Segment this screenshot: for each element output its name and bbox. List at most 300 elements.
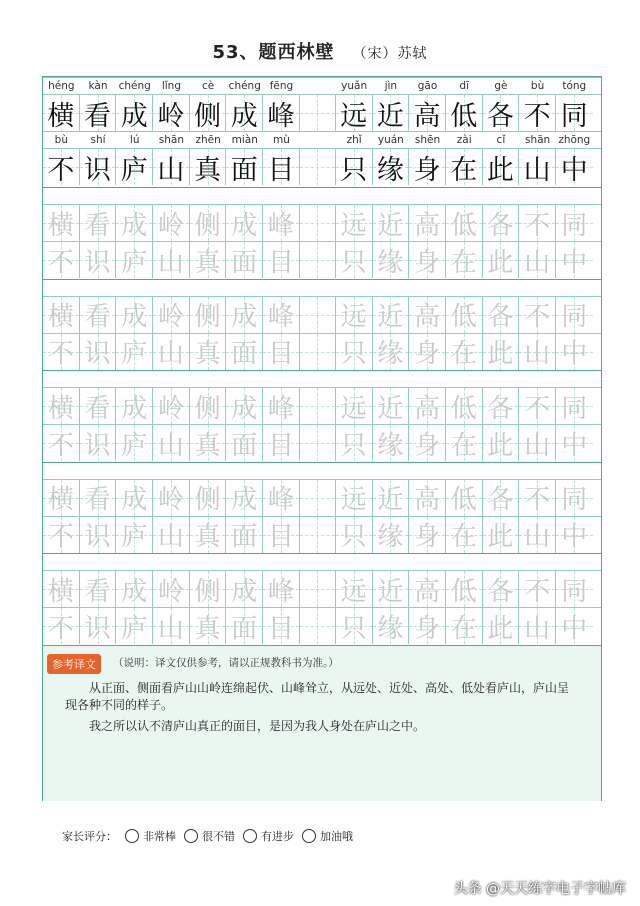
char-cell[interactable]	[446, 149, 483, 185]
hanzi: 身	[414, 522, 441, 553]
hanzi: 同	[561, 393, 588, 424]
hanzi: 看	[84, 210, 111, 241]
hanzi: 山	[157, 154, 185, 186]
char-cell[interactable]	[336, 297, 373, 333]
gap-cell	[300, 242, 336, 278]
hanzi: 面	[231, 430, 258, 461]
hanzi: 侧	[194, 393, 221, 424]
char-cell[interactable]	[446, 480, 483, 516]
trace-row	[43, 424, 601, 461]
radio-icon[interactable]	[125, 829, 139, 843]
char-cell[interactable]	[263, 205, 300, 241]
char-cell[interactable]	[190, 571, 227, 607]
char-cell[interactable]	[226, 205, 263, 241]
hanzi: 峰	[267, 302, 294, 333]
hanzi: 侧	[194, 576, 221, 607]
hanzi: 在	[450, 247, 477, 278]
rating-option-1[interactable]: 非常棒	[125, 828, 176, 844]
char-cell[interactable]	[336, 608, 373, 644]
char-cell[interactable]	[43, 608, 80, 644]
char-cell[interactable]	[263, 517, 300, 553]
char-cell[interactable]	[80, 517, 117, 553]
char-cell[interactable]	[409, 608, 446, 644]
char-cell[interactable]	[153, 388, 190, 424]
radio-icon[interactable]	[243, 829, 257, 843]
char-cell[interactable]	[483, 297, 520, 333]
hanzi: 在	[450, 430, 477, 461]
char-row-2	[43, 149, 601, 185]
hanzi: 远	[340, 393, 367, 424]
char-cell[interactable]	[80, 608, 117, 644]
trace-row	[43, 571, 601, 607]
char-cell[interactable]	[483, 388, 520, 424]
char-cell[interactable]	[80, 95, 117, 131]
char-cell[interactable]	[483, 517, 520, 553]
hanzi: 成	[231, 485, 258, 516]
hanzi: 岭	[157, 302, 184, 333]
char-cell[interactable]	[409, 95, 446, 131]
char-cell[interactable]	[43, 334, 80, 370]
char-cell[interactable]	[43, 242, 80, 278]
char-cell[interactable]	[116, 388, 153, 424]
gap-cell	[300, 297, 336, 333]
hanzi: 侧	[194, 100, 222, 132]
hanzi: 不	[47, 339, 74, 370]
pinyin: zhǐ	[346, 134, 362, 146]
hanzi: 不	[523, 100, 551, 132]
char-cell[interactable]	[80, 388, 117, 424]
char-cell[interactable]	[336, 517, 373, 553]
char-cell[interactable]	[446, 571, 483, 607]
hanzi: 各	[487, 393, 514, 424]
char-cell[interactable]	[409, 334, 446, 370]
char-cell[interactable]	[43, 425, 80, 461]
hanzi: 侧	[194, 485, 221, 516]
rating-option-2[interactable]: 很不错	[184, 828, 235, 844]
char-cell[interactable]	[519, 205, 556, 241]
pinyin: yuǎn	[341, 80, 368, 92]
hanzi: 高	[413, 100, 441, 132]
pinyin: shēn	[414, 134, 441, 146]
hanzi: 只	[340, 522, 367, 553]
char-cell[interactable]	[116, 480, 153, 516]
hanzi: 高	[414, 210, 441, 241]
char-cell[interactable]	[80, 242, 117, 278]
char-cell[interactable]	[190, 388, 227, 424]
char-cell[interactable]	[116, 205, 153, 241]
char-cell[interactable]	[116, 149, 153, 185]
pinyin: zhēn	[195, 134, 221, 146]
char-cell[interactable]	[190, 297, 227, 333]
char-cell[interactable]	[373, 95, 410, 131]
hanzi: 同	[561, 485, 588, 516]
char-cell[interactable]	[483, 205, 520, 241]
char-cell[interactable]	[153, 242, 190, 278]
pinyin: zài	[456, 134, 472, 146]
hanzi: 面	[231, 339, 258, 370]
hanzi: 识	[84, 522, 111, 553]
char-cell[interactable]	[226, 388, 263, 424]
char-cell[interactable]	[336, 95, 373, 131]
char-cell[interactable]	[190, 242, 227, 278]
hanzi: 低	[450, 210, 477, 241]
char-cell[interactable]	[483, 571, 520, 607]
hanzi: 远	[340, 576, 367, 607]
trace-row	[43, 388, 601, 424]
char-cell[interactable]	[190, 517, 227, 553]
hanzi: 峰	[267, 393, 294, 424]
char-cell[interactable]	[43, 571, 80, 607]
char-cell[interactable]	[446, 334, 483, 370]
title-number: 53、	[212, 42, 259, 63]
char-cell[interactable]	[519, 334, 556, 370]
hanzi: 不	[524, 576, 551, 607]
hanzi: 山	[157, 430, 184, 461]
char-cell[interactable]	[226, 517, 263, 553]
char-cell[interactable]	[80, 480, 117, 516]
char-cell[interactable]	[263, 297, 300, 333]
char-cell[interactable]	[80, 571, 117, 607]
char-cell[interactable]	[263, 480, 300, 516]
char-cell[interactable]	[263, 242, 300, 278]
char-cell[interactable]	[519, 388, 556, 424]
radio-icon[interactable]	[184, 829, 198, 843]
char-cell[interactable]	[190, 608, 227, 644]
hanzi: 各	[487, 302, 514, 333]
char-cell[interactable]	[409, 425, 446, 461]
char-cell[interactable]	[80, 334, 117, 370]
char-cell[interactable]	[483, 608, 520, 644]
char-cell[interactable]	[483, 242, 520, 278]
char-cell[interactable]	[80, 297, 117, 333]
hanzi: 看	[84, 393, 111, 424]
char-cell[interactable]	[263, 425, 300, 461]
char-cell[interactable]	[116, 242, 153, 278]
char-cell[interactable]	[226, 480, 263, 516]
char-cell[interactable]	[483, 95, 520, 131]
char-cell[interactable]	[226, 571, 263, 607]
trace-row	[43, 241, 601, 278]
gap-cell	[300, 149, 336, 185]
hanzi: 看	[84, 100, 112, 132]
char-cell[interactable]	[483, 334, 520, 370]
hanzi: 身	[413, 154, 441, 186]
char-cell[interactable]	[153, 480, 190, 516]
hanzi: 成	[230, 100, 258, 132]
hanzi: 庐	[121, 613, 148, 644]
hanzi: 不	[47, 522, 74, 553]
char-cell[interactable]	[409, 205, 446, 241]
char-cell[interactable]	[336, 425, 373, 461]
trace-row	[43, 333, 601, 370]
char-cell[interactable]	[483, 480, 520, 516]
hanzi: 此	[486, 154, 514, 186]
char-cell[interactable]	[263, 334, 300, 370]
hanzi: 各	[487, 485, 514, 516]
char-cell[interactable]	[190, 95, 227, 131]
char-cell[interactable]	[556, 480, 593, 516]
pinyin-gap	[300, 132, 336, 148]
hanzi: 高	[414, 393, 441, 424]
char-cell[interactable]	[190, 205, 227, 241]
translation-panel	[43, 645, 601, 801]
char-cell[interactable]	[409, 480, 446, 516]
char-cell[interactable]	[446, 517, 483, 553]
char-cell[interactable]	[190, 480, 227, 516]
char-row-1	[43, 95, 601, 131]
hanzi: 同	[561, 302, 588, 333]
char-cell[interactable]	[153, 297, 190, 333]
char-cell[interactable]	[373, 205, 410, 241]
char-cell[interactable]	[556, 242, 593, 278]
hanzi: 只	[340, 430, 367, 461]
hanzi: 此	[487, 613, 514, 644]
translation-note: （说明：译文仅供参考，请以正规教科书为准。）	[113, 657, 339, 669]
char-cell[interactable]	[263, 571, 300, 607]
char-cell[interactable]	[116, 571, 153, 607]
char-cell[interactable]	[263, 95, 300, 131]
pinyin: héng	[48, 80, 75, 92]
char-cell[interactable]	[226, 297, 263, 333]
char-cell[interactable]	[373, 571, 410, 607]
char-cell[interactable]	[409, 149, 446, 185]
char-cell[interactable]	[556, 297, 593, 333]
char-cell[interactable]	[153, 517, 190, 553]
char-cell[interactable]	[153, 334, 190, 370]
char-cell[interactable]	[153, 205, 190, 241]
char-cell[interactable]	[263, 608, 300, 644]
hanzi: 庐	[121, 522, 148, 553]
char-cell[interactable]	[446, 608, 483, 644]
hanzi: 侧	[194, 210, 221, 241]
char-cell[interactable]	[43, 517, 80, 553]
char-cell[interactable]	[519, 608, 556, 644]
char-cell[interactable]	[409, 242, 446, 278]
hanzi: 同	[561, 576, 588, 607]
char-cell[interactable]	[226, 425, 263, 461]
char-cell[interactable]	[483, 149, 520, 185]
char-cell[interactable]	[116, 608, 153, 644]
hanzi: 缘	[376, 154, 404, 186]
char-cell[interactable]	[409, 517, 446, 553]
hanzi: 不	[524, 302, 551, 333]
char-cell[interactable]	[556, 205, 593, 241]
char-cell[interactable]	[226, 95, 263, 131]
practice-sheet	[42, 76, 602, 801]
hanzi: 面	[231, 247, 258, 278]
char-cell[interactable]	[556, 608, 593, 644]
char-cell[interactable]	[446, 297, 483, 333]
hanzi: 侧	[194, 302, 221, 333]
pinyin: fēng	[269, 80, 294, 92]
poem-author: （宋）苏轼	[352, 46, 428, 62]
hanzi: 近	[377, 576, 404, 607]
char-cell[interactable]	[153, 95, 190, 131]
hanzi: 近	[376, 100, 404, 132]
char-cell[interactable]	[556, 388, 593, 424]
char-cell[interactable]	[446, 425, 483, 461]
hanzi: 在	[450, 339, 477, 370]
hanzi: 只	[340, 247, 367, 278]
hanzi: 庐	[121, 430, 148, 461]
char-cell[interactable]	[153, 571, 190, 607]
hanzi: 目	[267, 154, 295, 186]
hanzi: 横	[47, 210, 74, 241]
char-cell[interactable]	[373, 517, 410, 553]
char-cell[interactable]	[519, 480, 556, 516]
char-cell[interactable]	[446, 95, 483, 131]
hanzi: 面	[231, 613, 258, 644]
char-cell[interactable]	[519, 149, 556, 185]
gap-cell	[300, 205, 336, 241]
gap-cell	[300, 480, 336, 516]
pinyin: shān	[524, 134, 551, 146]
char-cell[interactable]	[190, 334, 227, 370]
char-cell[interactable]	[226, 334, 263, 370]
char-cell[interactable]	[153, 425, 190, 461]
char-cell[interactable]	[80, 205, 117, 241]
char-cell[interactable]	[519, 95, 556, 131]
char-cell[interactable]	[373, 480, 410, 516]
char-cell[interactable]	[373, 425, 410, 461]
char-cell[interactable]	[373, 149, 410, 185]
char-cell[interactable]	[226, 242, 263, 278]
hanzi: 山	[524, 613, 551, 644]
band-separator	[43, 553, 601, 571]
char-cell[interactable]	[226, 608, 263, 644]
char-cell[interactable]	[556, 517, 593, 553]
hanzi: 近	[377, 210, 404, 241]
char-cell[interactable]	[483, 425, 520, 461]
char-cell[interactable]	[519, 425, 556, 461]
hanzi: 远	[340, 210, 367, 241]
char-cell[interactable]	[80, 149, 117, 185]
char-cell[interactable]	[519, 571, 556, 607]
pinyin: zhōng	[558, 134, 591, 146]
char-cell[interactable]	[336, 388, 373, 424]
hanzi: 成	[231, 393, 258, 424]
char-cell[interactable]	[336, 334, 373, 370]
hanzi: 此	[487, 339, 514, 370]
hanzi: 识	[84, 613, 111, 644]
pinyin: tóng	[562, 80, 587, 92]
char-cell[interactable]	[116, 95, 153, 131]
char-cell[interactable]	[556, 425, 593, 461]
char-cell[interactable]	[153, 608, 190, 644]
char-cell[interactable]	[556, 334, 593, 370]
hanzi: 身	[414, 339, 441, 370]
char-cell[interactable]	[446, 388, 483, 424]
char-cell[interactable]	[43, 297, 80, 333]
hanzi: 高	[414, 485, 441, 516]
char-cell[interactable]	[519, 517, 556, 553]
char-cell[interactable]	[43, 205, 80, 241]
hanzi: 看	[84, 576, 111, 607]
hanzi: 低	[450, 576, 477, 607]
pinyin: lú	[129, 134, 140, 146]
hanzi: 成	[121, 576, 148, 607]
char-cell[interactable]	[43, 149, 80, 185]
char-cell[interactable]	[519, 297, 556, 333]
char-cell[interactable]	[336, 205, 373, 241]
radio-icon[interactable]	[302, 829, 316, 843]
char-cell[interactable]	[190, 425, 227, 461]
char-cell[interactable]	[116, 517, 153, 553]
hanzi: 成	[231, 576, 258, 607]
char-cell[interactable]	[43, 480, 80, 516]
char-cell[interactable]	[373, 297, 410, 333]
char-cell[interactable]	[556, 571, 593, 607]
hanzi: 此	[487, 522, 514, 553]
rating-option-3[interactable]: 有进步	[243, 828, 294, 844]
pinyin: chéng	[118, 80, 151, 92]
char-cell[interactable]	[373, 608, 410, 644]
char-cell[interactable]	[226, 149, 263, 185]
char-cell[interactable]	[409, 297, 446, 333]
trace-row	[43, 516, 601, 553]
char-cell[interactable]	[519, 242, 556, 278]
hanzi: 成	[121, 210, 148, 241]
hanzi: 面	[230, 154, 258, 186]
hanzi: 目	[267, 613, 294, 644]
hanzi: 目	[267, 522, 294, 553]
char-cell[interactable]	[116, 425, 153, 461]
char-cell[interactable]	[80, 425, 117, 461]
translation-paragraph-2: 我之所以认不清庐山真正的面目，是因为我人身处在庐山之中。	[89, 719, 426, 733]
char-cell[interactable]	[556, 95, 593, 131]
rating-option-4[interactable]: 加油哦	[302, 828, 353, 844]
char-cell[interactable]	[263, 388, 300, 424]
hanzi: 中	[560, 154, 588, 186]
char-cell[interactable]	[43, 388, 80, 424]
char-cell[interactable]	[373, 242, 410, 278]
char-cell[interactable]	[336, 149, 373, 185]
char-cell[interactable]	[116, 334, 153, 370]
char-cell[interactable]	[373, 388, 410, 424]
char-cell[interactable]	[409, 388, 446, 424]
char-cell[interactable]	[446, 242, 483, 278]
char-cell[interactable]	[43, 95, 80, 131]
hanzi: 岭	[157, 576, 184, 607]
hanzi: 峰	[267, 576, 294, 607]
char-cell[interactable]	[556, 149, 593, 185]
band-separator	[43, 279, 601, 297]
char-cell[interactable]	[336, 571, 373, 607]
char-cell[interactable]	[336, 242, 373, 278]
hanzi: 近	[377, 302, 404, 333]
hanzi: 低	[450, 393, 477, 424]
char-cell[interactable]	[263, 149, 300, 185]
hanzi: 此	[487, 430, 514, 461]
hanzi: 近	[377, 485, 404, 516]
char-cell[interactable]	[446, 205, 483, 241]
hanzi: 横	[47, 576, 74, 607]
char-cell[interactable]	[409, 571, 446, 607]
hanzi: 中	[561, 522, 588, 553]
char-cell[interactable]	[373, 334, 410, 370]
hanzi: 面	[231, 522, 258, 553]
hanzi: 不	[47, 247, 74, 278]
char-cell[interactable]	[116, 297, 153, 333]
char-cell[interactable]	[190, 149, 227, 185]
char-cell[interactable]	[153, 149, 190, 185]
pinyin: cǐ	[496, 134, 506, 146]
char-cell[interactable]	[336, 480, 373, 516]
hanzi: 缘	[377, 339, 404, 370]
hanzi: 横	[47, 393, 74, 424]
pinyin-row-2	[43, 131, 601, 149]
poem-title	[0, 38, 640, 64]
